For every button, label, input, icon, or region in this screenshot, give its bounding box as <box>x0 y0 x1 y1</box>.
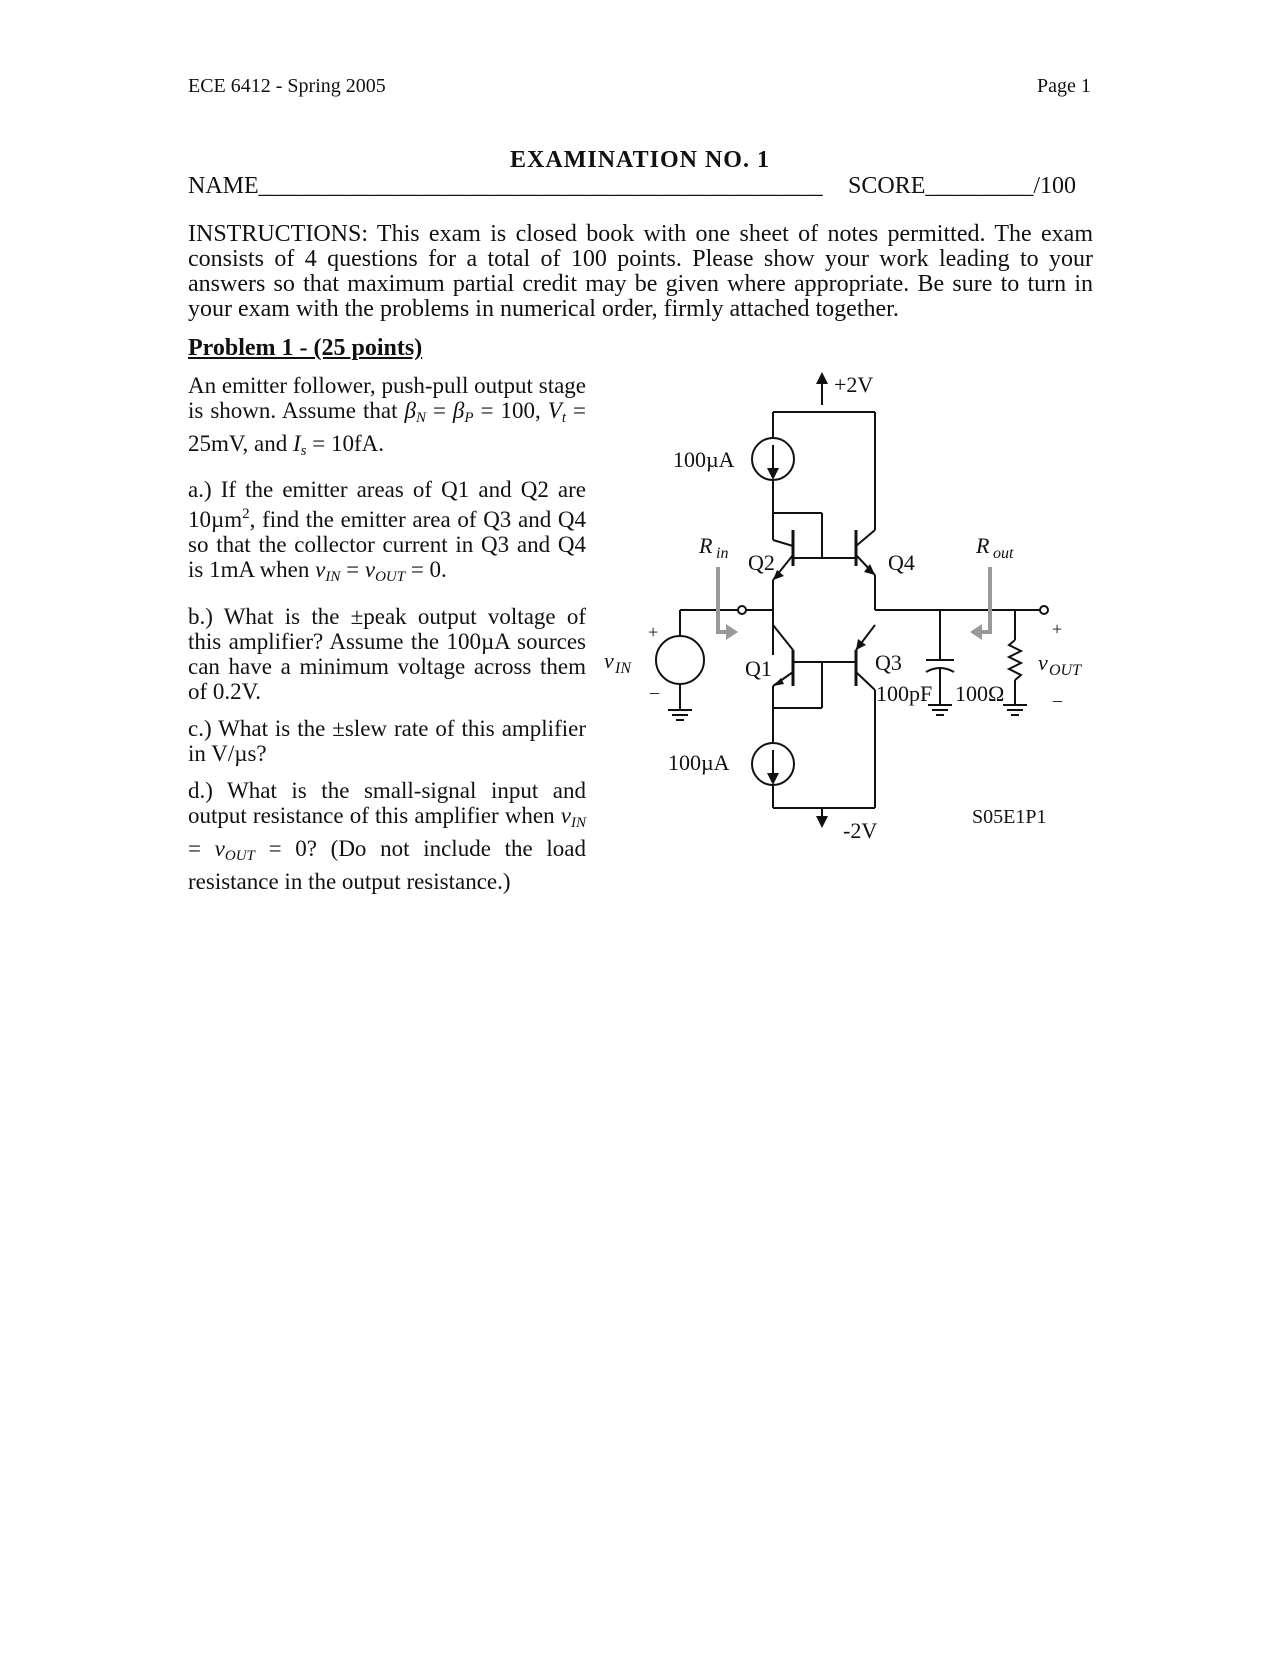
vout-label-sub: OUT <box>1049 662 1082 679</box>
rin-arrow <box>718 567 732 632</box>
q2-label: Q2 <box>748 550 775 575</box>
problem-1-heading: Problem 1 - (25 points) <box>188 335 423 361</box>
rout-label-r: R <box>976 533 990 558</box>
rout-arrow <box>976 567 990 632</box>
bottom-source-label: 100µA <box>668 750 730 775</box>
vpos-label: +2V <box>834 372 874 397</box>
rin-label-r: R <box>699 533 713 558</box>
vneg-label: -2V <box>843 818 878 843</box>
top-source-label: 100µA <box>673 447 735 472</box>
name-field: NAME_______________________________________________ <box>188 173 823 199</box>
vin-label-sub: IN <box>615 660 631 677</box>
exam-title: EXAMINATION NO. 1 <box>510 147 770 173</box>
load-resistor <box>1009 640 1021 680</box>
q4-label: Q4 <box>888 550 915 575</box>
q3-emitter-arrow <box>856 639 866 650</box>
q1-label: Q1 <box>745 656 772 681</box>
resistor-label: 100Ω <box>955 681 1005 706</box>
vin-plus: + <box>648 622 659 642</box>
input-voltage-source <box>656 636 704 684</box>
question-c: c.) What is the ±slew rate of this amplifier in V/µs? <box>188 716 586 766</box>
figure-id: S05E1P1 <box>972 806 1047 828</box>
problem-1-intro: An emitter follower, push-pull output stage is shown. Assume that $\beta_N = \beta_P = 100$, $V_t = 25mV$, and $I_s = 10fA$. <box>188 373 586 459</box>
rin-label-sub: in <box>716 545 729 562</box>
vin-label-v: v <box>604 648 614 673</box>
instructions-paragraph: INSTRUCTIONS: This exam is closed book with one sheet of notes permitted. The exam consists of 4 questions for a total of 100 points. Please show your work leading to your answers so that maximum partial credit may be given where appropriate. Be sure to turn in your exam with the problems in numerical order, firmly attached together. <box>188 221 1093 322</box>
vout-minus: – <box>1053 690 1062 710</box>
score-field: SCORE_________/100 <box>848 173 1077 199</box>
rout-label-sub: out <box>993 545 1014 562</box>
capacitor-label: 100pF <box>876 681 933 706</box>
question-b: b.) What is the ±peak output voltage of this amplifier? Assume the 100µA sources can have a minimum voltage across them of 0.2V. <box>188 604 586 704</box>
page-number: Page 1 <box>1037 75 1091 97</box>
q3-label: Q3 <box>875 650 902 675</box>
course-header: ECE 6412 - Spring 2005 <box>188 75 386 97</box>
vout-label-v: v <box>1038 650 1048 675</box>
question-a: a.) If the emitter areas of Q1 and Q2 are 10µm$^2$, find the emitter area of Q3 and Q4 so that the collector current in Q3 and Q4 is 1mA when $v_{IN} = v_{OUT} = 0$. <box>188 477 586 585</box>
question-d: d.) What is the small-signal input and output resistance of this amplifier when $v_{IN} = v_{OUT} = 0$? (Do not include the load resistance in the output resistance.) <box>188 778 586 894</box>
vin-minus: – <box>650 682 659 702</box>
vout-plus: + <box>1052 619 1063 639</box>
